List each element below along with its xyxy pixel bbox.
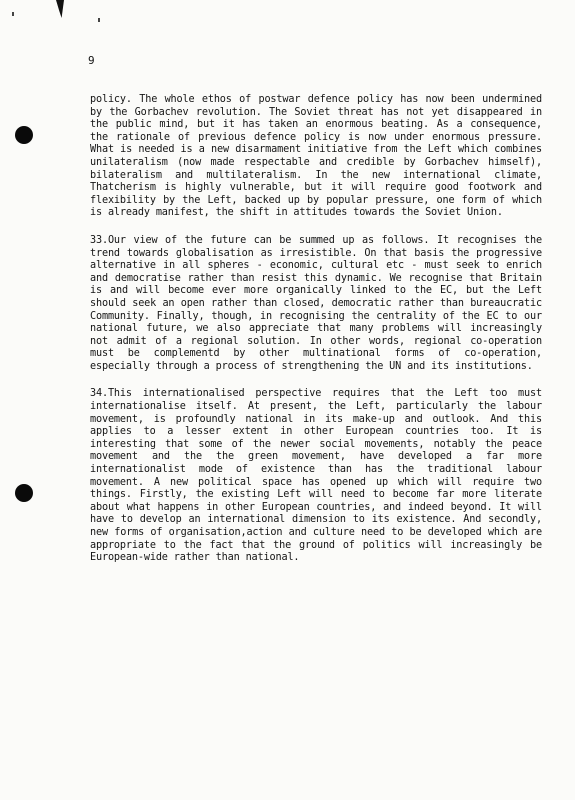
body-text: [90, 94, 542, 580]
scan-speck: [12, 12, 14, 16]
scan-mark: [56, 0, 64, 18]
punch-hole: [15, 126, 33, 144]
scan-speck: [98, 18, 100, 22]
paragraph-34: 34.This internationalised perspective requires that the Left too must internationalise itself. At present, the Left, particularly the labour movement, is profoundly national in its make-up and outlook. And this applies to a lesser extent in other European countries too. It is interesting that some of the newer social movements, notably the peace movement and the the green movement, have developed a far more internationalist mode of existence than has the traditional labour movement. A new political space has opened up which will require two things. Firstly, the existing Left will need to become far more literate about what happens in other European countries, and indeed beyond. It will have to develop an international dimension to its existence. And secondly, new forms of organisation,action and culture need to be developed which are appropriate to the fact that the ground of politics will increasingly be European-wide rather than national.: [90, 388, 542, 564]
punch-hole: [15, 484, 33, 502]
paragraph-33: 33.Our view of the future can be summed up as follows. It recognises the trend towards globalisation as irresistible. On that basis the progressive alternative in all spheres - economic, cultural etc - must seek to enrich and democratise rather than resist this dynamic. We recognise that Britain is and will become ever more organically linked to the EC, but the Left should seek an open rather than closed, democratic rather than bureaucratic Community. Finally, though, in recognising the centrality of the EC to our national future, we also appreciate that many problems will increasingly not admit of a regional solution. In other words, regional co-operation must be complementd by other multinational forms of co-operation, especially through a process of strengthening the UN and its institutions.: [90, 234, 542, 372]
paragraph-defence-policy: policy. The whole ethos of postwar defence policy has now been undermined by the Gorbachev revolution. The Soviet threat has not yet disappeared in the public mind, but it has taken an enormous beating. As a consequence, the rationale of previous defence policy is now under enormous pressure. What is needed is a new disarmament initiative from the Left which combines unilateralism (now made respectable and credible by Gorbachev himself), bilateralism and multilateralism. In the new international climate, Thatcherism is highly vulnerable, but it will require good footwork and flexibility by the Left, backed up by popular pressure, one form of which is already manifest, the shift in attitudes towards the Soviet Union.: [90, 94, 542, 219]
page-number: 9: [88, 54, 95, 67]
